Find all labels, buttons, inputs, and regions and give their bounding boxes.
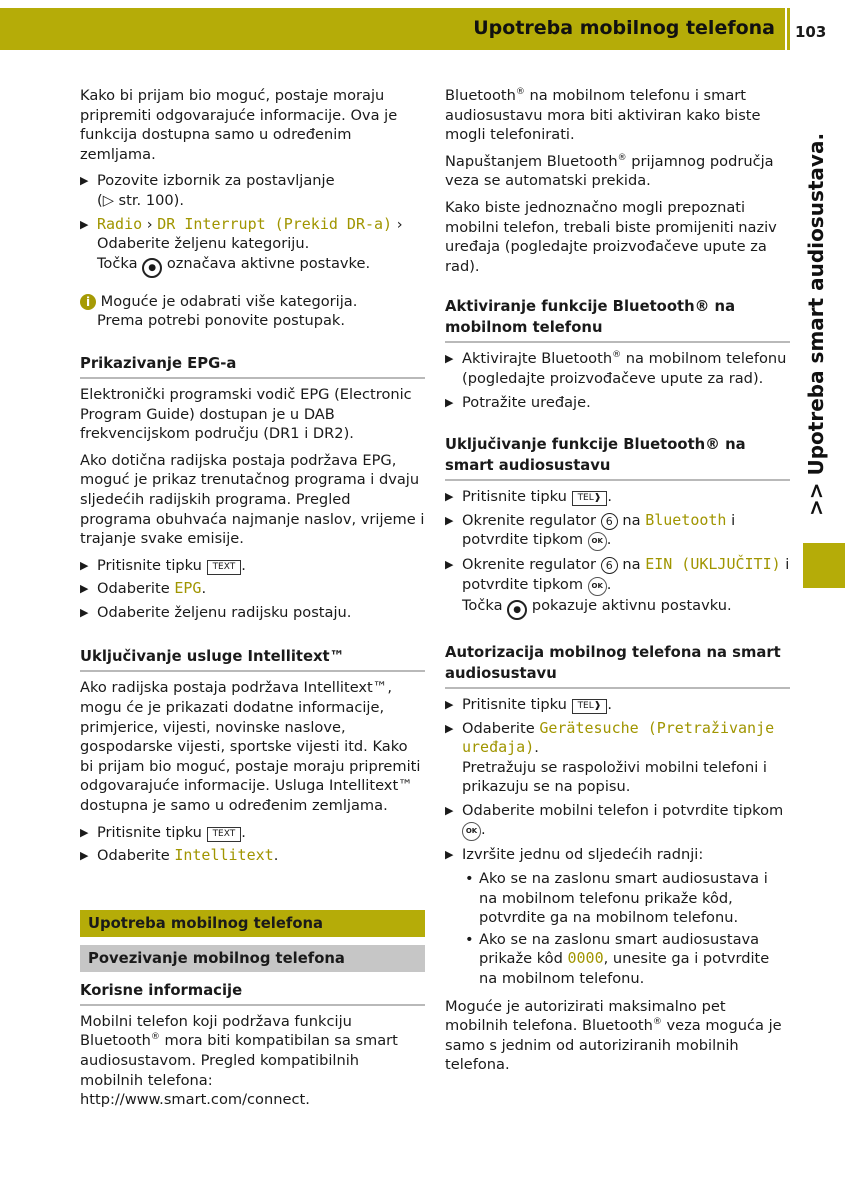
left-column	[80, 86, 425, 1117]
step-select-bluetooth: ▶ Okrenite regulator 6 na Bluetooth i potvrdite tipkom OK .	[445, 511, 790, 552]
section-band-phone: Upotreba mobilnog telefona	[80, 910, 425, 937]
heading-intellitext: Uključivanje usluge Intellitext™	[80, 646, 425, 672]
menu-bluetooth[interactable]: Bluetooth	[645, 510, 727, 529]
section-band-connect: Povezivanje mobilnog telefona	[80, 945, 425, 972]
bullet-dot: •	[465, 930, 474, 948]
bt-paragraph-1: Bluetooth® na mobilnom telefonu i smart audiosustavu mora biti aktiviran kako biste mogli telefonirati.	[445, 87, 761, 144]
menu-ein[interactable]: EIN (UKLJUČITI)	[645, 555, 781, 574]
step-arrow-icon: ▶	[445, 848, 454, 862]
useful-info-paragraph: Mobilni telefon koji podržava funkciju Bluetooth® mora biti kompatibilan sa smart audiosustavom. Pregled kompatibilnih mobilnih telefona: http://www.smart.com/connect.	[80, 1012, 398, 1109]
step-epg-press-text: ▶ Pritisnite tipku TEXT .	[80, 556, 246, 574]
step-arrow-icon: ▶	[80, 849, 89, 863]
step-device-search: ▶ Odaberite Gerätesuche (Pretraživanje uređaja). Pretražuju se raspoloživi mobilni telefoni i prikazuju se na popisu.	[445, 718, 775, 796]
step-arrow-icon: ▶	[445, 697, 454, 711]
bt-paragraph-3: Kako biste jednoznačno mogli prepoznati mobilni telefon, trebali biste promijeniti naziv uređaja (pogledajte proizvođačeve upute za rad).	[445, 198, 777, 275]
epg-paragraph-2: Ako dotična radijska postaja podržava EPG, moguć je prikaz trenutačnog programa i dvaju sljedećih radijskih programa. Pregled programa obuhvaća najmanje naslov, vrijeme i trajanje svake emisije.	[80, 451, 425, 548]
step-arrow-icon: ▶	[445, 721, 454, 735]
step-activate-bt: ▶ Aktivirajte Bluetooth® na mobilnom telefonu (pogledajte proizvođačeve upute za rad).	[445, 350, 787, 387]
ok-button-icon[interactable]: OK	[588, 577, 607, 596]
epg-paragraph-1: Elektronički programski vodič EPG (Electronic Program Guide) dostupan je u DAB frekvencijskom području (DR1 i DR2).	[80, 385, 412, 443]
step-open-settings: ▶ Pozovite izbornik za postavljanje (▷ str. 100).	[80, 172, 335, 209]
info-note: i Moguće je odabrati više kategorija. Prema potrebi ponovite postupak.	[80, 292, 425, 331]
step-arrow-icon: ▶	[80, 174, 89, 188]
step-epg-station: ▶ Odaberite željenu radijsku postaju.	[80, 603, 352, 621]
step-select-ein: ▶ Okrenite regulator 6 na EIN (UKLJUČITI) i potvrdite tipkom OK . Točka ● pokazuje aktivnu postavku.	[445, 555, 790, 620]
page-number: 103	[795, 23, 827, 41]
info-icon: i	[80, 294, 96, 310]
intro-paragraph: Kako bi prijam bio moguć, postaje moraju pripremiti odgovarajuće informacije. Ova je funkcija dostupna samo u određenim zemljama.	[80, 87, 398, 163]
side-section-text: >> Upotreba smart audiosustava.	[804, 132, 828, 516]
header-separator	[787, 8, 790, 50]
step-arrow-icon: ▶	[80, 582, 89, 596]
bullet-dot: •	[465, 870, 474, 888]
menu-epg[interactable]: EPG	[174, 579, 202, 598]
radio-selected-icon: ●	[507, 600, 527, 620]
step-press-tel: ▶ Pritisnite tipku TEL❱ .	[445, 488, 612, 506]
knob-icon[interactable]: 6	[601, 557, 618, 574]
auth-limit-paragraph: Moguće je autorizirati maksimalno pet mobilnih telefona. Bluetooth® veza moguća je samo s jednim od autoriziranih mobilnih telefona.	[445, 997, 782, 1074]
step-it-select: ▶ Odaberite Intellitext.	[80, 846, 279, 865]
step-arrow-icon: ▶	[445, 803, 454, 817]
page-title: Upotreba mobilnog telefona	[473, 17, 775, 39]
menu-radio[interactable]: Radio	[97, 214, 143, 233]
step-arrow-icon: ▶	[445, 352, 454, 366]
step-select-phone: ▶ Odaberite mobilni telefon i potvrdite tipkom OK .	[445, 801, 790, 842]
step-it-press-text: ▶ Pritisnite tipku TEXT .	[80, 823, 246, 841]
side-tab-marker	[803, 543, 845, 588]
radio-selected-icon: ●	[142, 258, 162, 278]
step-arrow-icon: ▶	[80, 605, 89, 619]
knob-icon[interactable]: 6	[601, 513, 618, 530]
bullet-enter-code: • Ako se na zaslonu smart audiosustava prikaže kôd 0000, unesite ga i potvrdite na mobilnom telefonu.	[465, 930, 770, 988]
heading-enable-bt: Uključivanje funkcije Bluetooth® na smart audiosustavu	[445, 434, 790, 481]
text-key[interactable]: TEXT	[207, 827, 242, 842]
step-epg-select: ▶ Odaberite EPG.	[80, 579, 207, 598]
bt-paragraph-2: Napuštanjem Bluetooth® prijamnog područja veza se automatski prekida.	[445, 152, 774, 190]
menu-dr-interrupt[interactable]: DR Interrupt (Prekid DR-a)	[157, 214, 393, 233]
text-key[interactable]: TEXT	[207, 560, 242, 575]
heading-authorize: Autorizacija mobilnog telefona na smart audiosustavu	[445, 642, 790, 689]
step-dr-interrupt: ▶ Radio › DR Interrupt (Prekid DR-a) › Odaberite željenu kategoriju. Točka ● označava aktivne postavke.	[80, 215, 425, 278]
step-arrow-icon: ▶	[445, 490, 454, 504]
heading-useful-info: Korisne informacije	[80, 980, 425, 1006]
code-value: 0000	[567, 949, 604, 968]
ok-button-icon[interactable]: OK	[462, 822, 481, 841]
step-arrow-icon: ▶	[80, 558, 89, 572]
tel-key[interactable]: TEL❱	[572, 699, 608, 714]
menu-device-search[interactable]: Gerätesuche (Pretraživanje uređaja)	[462, 718, 775, 757]
step-arrow-icon: ▶	[80, 217, 89, 231]
menu-intellitext[interactable]: Intellitext	[174, 846, 274, 865]
right-column	[445, 86, 790, 1082]
step-auth-press-tel: ▶ Pritisnite tipku TEL❱ .	[445, 695, 612, 713]
step-search-devices: ▶ Potražite uređaje.	[445, 393, 591, 411]
bullet-confirm-code: • Ako se na zaslonu smart audiosustava i na mobilnom telefonu prikaže kôd, potvrdite ga na mobilnom telefonu.	[465, 870, 768, 927]
intellitext-paragraph: Ako radijska postaja podržava Intellitext™, mogu će je prikazati dodatne informacije, primjerice, vijesti, novinske naslove, gospodarske vijesti, sportske vijesti itd. Kako bi prijam bio moguć, postaje moraju pripremiti odgovarajuće informacije. Usluga Intellitext™ dostupna je samo u određenim zemljama.	[80, 679, 421, 815]
heading-activate-bt: Aktiviranje funkcije Bluetooth® na mobilnom telefonu	[445, 296, 790, 343]
step-do-action: ▶ Izvršite jednu od sljedećih radnji:	[445, 846, 704, 864]
ok-button-icon[interactable]: OK	[588, 532, 607, 551]
tel-key[interactable]: TEL❱	[572, 491, 608, 506]
heading-epg: Prikazivanje EPG-a	[80, 353, 425, 379]
step-arrow-icon: ▶	[445, 395, 454, 409]
step-arrow-icon: ▶	[445, 513, 454, 527]
step-arrow-icon: ▶	[80, 825, 89, 839]
step-arrow-icon: ▶	[445, 558, 454, 572]
